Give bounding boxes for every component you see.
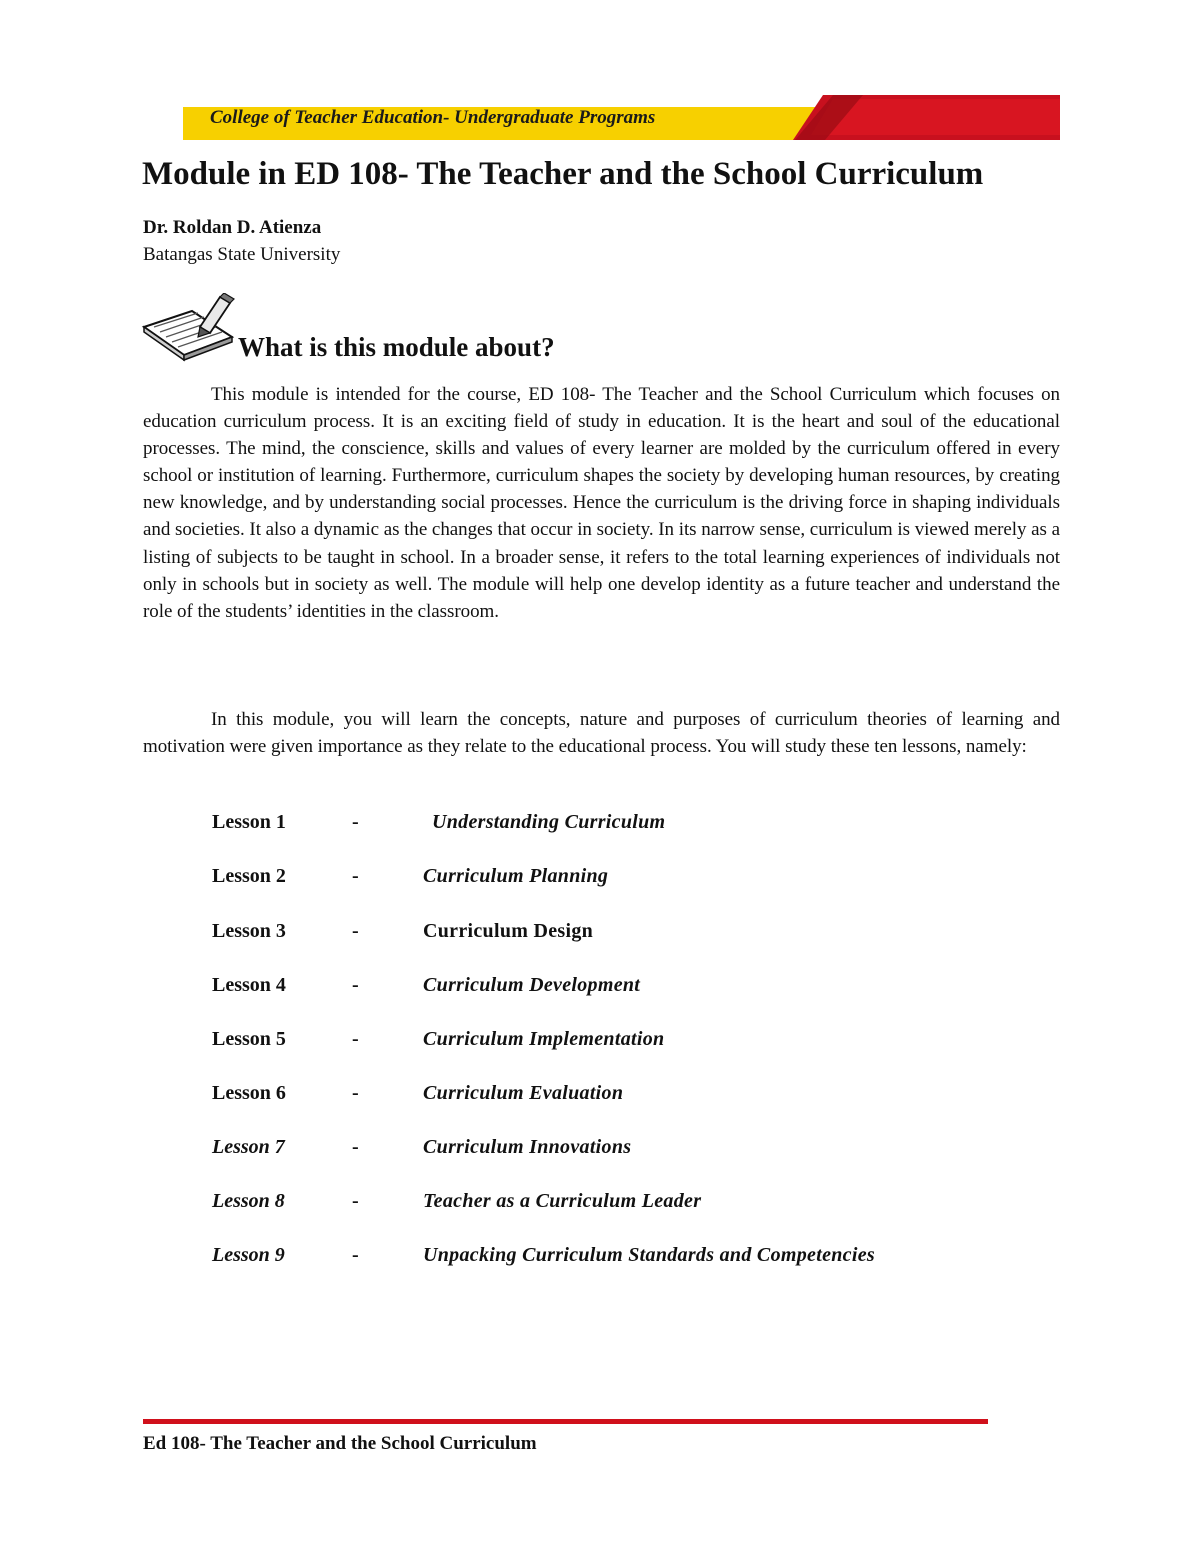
lesson-dash: - bbox=[352, 1082, 359, 1104]
lesson-title: Curriculum Evaluation bbox=[423, 1082, 624, 1104]
lesson-dash: - bbox=[352, 1244, 359, 1266]
lesson-title: Curriculum Design bbox=[423, 920, 594, 942]
lesson-dash: - bbox=[352, 1136, 359, 1158]
university-name: Batangas State University bbox=[143, 244, 341, 265]
section-heading: What is this module about? bbox=[238, 332, 555, 362]
lesson-label: Lesson 3 bbox=[212, 920, 286, 942]
lesson-title: Curriculum Implementation bbox=[423, 1028, 665, 1050]
lesson-label: Lesson 9 bbox=[212, 1244, 285, 1266]
footer-text: Ed 108- The Teacher and the School Curriculum bbox=[143, 1433, 537, 1454]
lesson-title: Understanding Curriculum bbox=[432, 811, 666, 833]
lesson-title: Curriculum Innovations bbox=[423, 1136, 632, 1158]
lesson-dash: - bbox=[352, 974, 359, 996]
intro-paragraph: This module is intended for the course, ED 108- The Teacher and the School Curriculum which focuses on education curriculum process. It is an exciting field of study in education. It is the heart and soul of the educational processes. The mind, the conscience, skills and values of every learner are molded by the curriculum offered in every school or institution of learning. Furthermore, curriculum shapes the society by developing human resources, by creating new knowledge, and by understanding social processes. Hence the curriculum is the driving force in shaping individuals and societies. It also a dynamic as the changes that occur in society. In its narrow sense, curriculum is viewed merely as a listing of subjects to be taught in school. In a broader sense, it refers to the total learning experiences of individuals not only in schools but in society as well. The module will help one develop identity as a future teacher and understand the role of the students’ identities in the classroom. bbox=[143, 384, 1060, 622]
lesson-label: Lesson 8 bbox=[212, 1190, 285, 1212]
lesson-label: Lesson 2 bbox=[212, 865, 286, 887]
notepad-pencil-icon bbox=[140, 293, 235, 363]
lesson-label: Lesson 5 bbox=[212, 1028, 286, 1050]
lesson-dash: - bbox=[352, 1190, 359, 1212]
lesson-title: Unpacking Curriculum Standards and Competencies bbox=[423, 1244, 875, 1266]
lesson-dash: - bbox=[352, 920, 359, 942]
lesson-label: Lesson 6 bbox=[212, 1082, 286, 1104]
footer-rule bbox=[143, 1419, 988, 1424]
lesson-dash: - bbox=[352, 1028, 359, 1050]
lesson-dash: - bbox=[352, 811, 359, 833]
lesson-label: Lesson 4 bbox=[212, 974, 286, 996]
lesson-title: Curriculum Development bbox=[423, 974, 641, 996]
module-title: Module in ED 108- The Teacher and the School Curriculum bbox=[142, 156, 984, 192]
author-name: Dr. Roldan D. Atienza bbox=[143, 217, 322, 238]
lesson-title: Curriculum Planning bbox=[423, 865, 609, 887]
header-program-text: College of Teacher Education- Undergraduate Programs bbox=[210, 107, 656, 128]
lesson-title: Teacher as a Curriculum Leader bbox=[423, 1190, 702, 1212]
lessons-intro-paragraph: In this module, you will learn the concepts, nature and purposes of curriculum theories of learning and motivation were given importance as they relate to the educational process. You will study these ten lessons, namely: bbox=[143, 709, 1060, 758]
lesson-label: Lesson 1 bbox=[212, 811, 286, 833]
lesson-label: Lesson 7 bbox=[212, 1136, 285, 1158]
lesson-dash: - bbox=[352, 865, 359, 887]
